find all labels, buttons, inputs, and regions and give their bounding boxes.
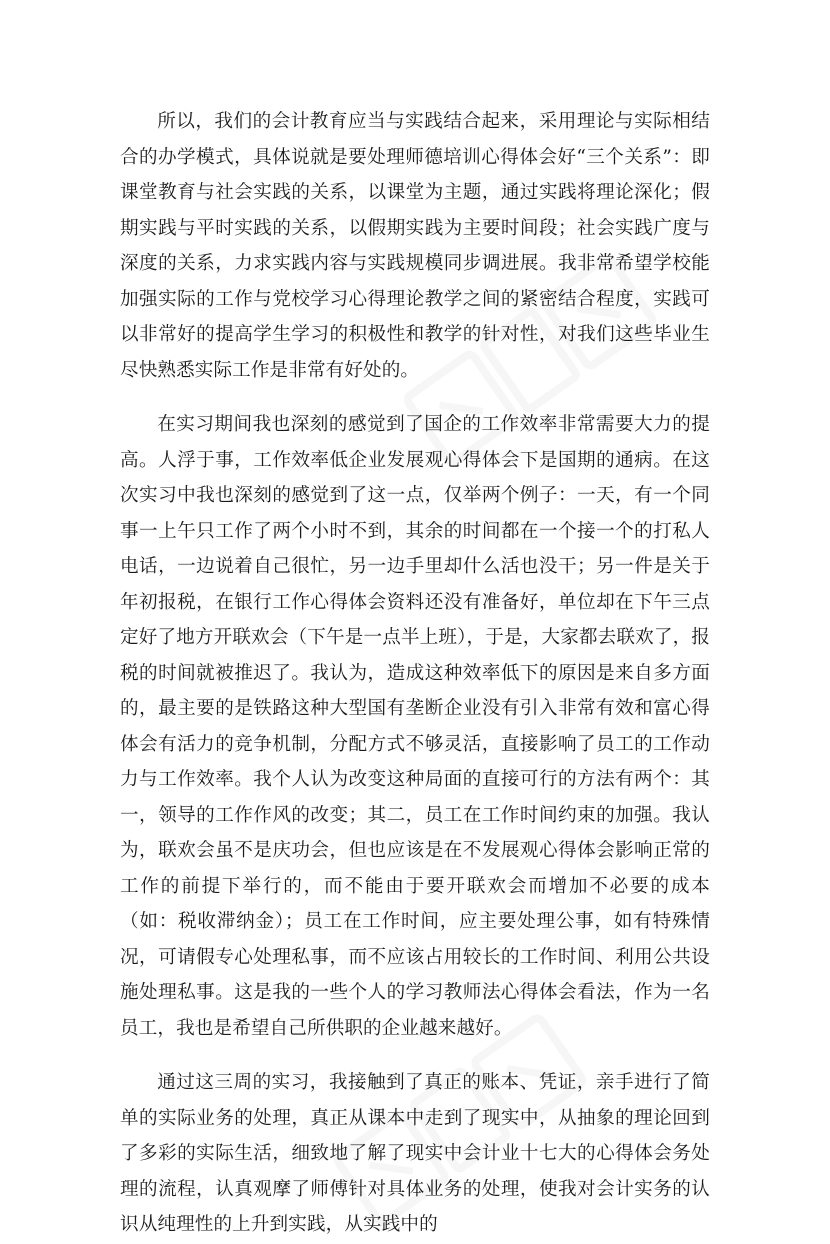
paragraph: 所以，我们的会计教育应当与实践结合起来，采用理论与实际相结合的办学模式，具体说就是要处理师德培训心得体会好“三个关系”：即课堂教育与社会实践的关系，以课堂为主题，通过实践将理论深化；假期实践与平时实践的关系，以假期实践为主要时间段；社会实践广度与深度的关系，力求实践内容与实践规模同步调进展。我非常希望学校能加强实际的工作与党校学习心得理论教学之间的紧密结合程度，实践可以非常好的提高学生学习的积极性和教学的针对性，对我们这些毕业生尽快熟悉实际工作是非常有好处的。 <box>120 111 710 381</box>
paragraph: 在实习期间我也深刻的感觉到了国企的工作效率非常需要大力的提高。人浮于事，工作效率低企业发展观心得体会下是国期的通病。在这次实习中我也深刻的感觉到了这一点，仅举两个例子：一天，有一个同事一上午只工作了两个小时不到，其余的时间都在一个接一个的打私人电话，一边说着自己很忙，另一边手里却什么活也没干；另一件是关于年初报税，在银行工作心得体会资料还没有准备好，单位却在下午三点定好了地方开联欢会（下午是一点半上班），于是，大家都去联欢了，报税的时间就被推迟了。我认为，造成这种效率低下的原因是来自多方面的，最主要的是铁路这种大型国有垄断企业没有引入非常有效和富心得体会有活力的竞争机制，分配方式不够灵活，直接影响了员工的工作动力与工作效率。我个人认为改变这种局面的直接可行的方法有两个：其一，领导的工作作风的改变；其二，员工在工作时间约束的加强。我认为，联欢会虽不是庆功会，但也应该是在不发展观心得体会影响正常的工作的前提下举行的，而不能由于要开联欢会而增加不必要的成本（如：税收滞纳金）；员工在工作时间，应主要处理公事，如有特殊情况，可请假专心处理私事，而不应该占用较长的工作时间、利用公共设施处理私事。这是我的一些个人的学习教师法心得体会看法，作为一名员工，我也是希望自己所供职的企业越来越好。 <box>120 414 710 1039</box>
document-body <box>120 104 710 1243</box>
paragraph: 通过这三周的实习，我接触到了真正的账本、凭证，亲手进行了简单的实际业务的处理，真正从课本中走到了现实中，从抽象的理论回到了多彩的实际生活，细致地了解了现实中会计业十七大的心得体会务处理的流程，认真观摩了师傅针对具体业务的处理，使我对会计实务的认识从纯理性的上升到实践，从实践中的 <box>120 1072 710 1235</box>
